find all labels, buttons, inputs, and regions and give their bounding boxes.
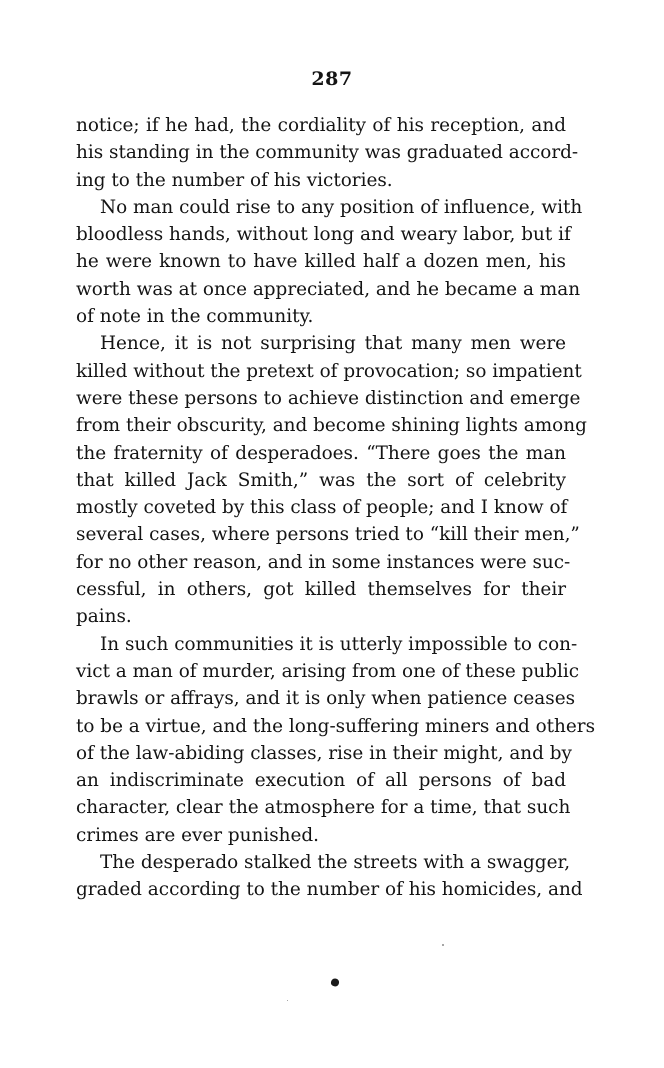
text-line: bloodless hands, without long and weary labor, but if: [76, 224, 571, 246]
text-line: character, clear the atmosphere for a time, that such: [76, 797, 571, 819]
ink-blot-icon: [330, 978, 340, 987]
text-line: notice; if he had, the cordiality of his reception, and: [76, 115, 566, 136]
body-text: [76, 112, 596, 904]
text-line: pains.: [76, 606, 132, 628]
text-line: mostly coveted by this class of people; and I know of: [76, 497, 568, 519]
text-line: cessful, in others, got killed themselves for their: [76, 579, 566, 601]
text-line: for no other reason, and in some instances were suc-: [76, 551, 571, 573]
text-line: killed without the pretext of provocation; so impatient: [76, 360, 582, 382]
ink-speck: [442, 944, 444, 946]
text-line: were these persons to achieve distinction and emerge: [76, 387, 581, 409]
text-line: vict a man of murder, arising from one of these public: [76, 660, 580, 682]
page-number: 287: [311, 68, 353, 90]
text-line: In such communities it is utterly impossible to con-: [100, 633, 578, 655]
ink-speck: [287, 1000, 288, 1001]
text-line: from their obscurity, and become shining lights among: [76, 415, 587, 437]
text-line: his standing in the community was graduated accord-: [76, 142, 579, 164]
paragraph: [76, 330, 587, 630]
text-line: of note in the community.: [76, 306, 314, 328]
text-line: of the law-abiding classes, rise in their might, and by: [76, 742, 572, 764]
text-line: The desperado stalked the streets with a swagger,: [100, 852, 571, 874]
paragraph: [76, 194, 583, 330]
text-line: graded according to the number of his homicides, and: [76, 879, 583, 901]
text-line: No man could rise to any position of influence, with: [100, 196, 583, 218]
paragraph: [76, 849, 583, 904]
text-line: he were known to have killed half a dozen men, his: [76, 251, 566, 273]
text-line: worth was at once appreciated, and he became a man: [76, 278, 581, 300]
text-line: ing to the number of his victories.: [76, 169, 393, 191]
paragraph: [76, 631, 596, 849]
paragraph: [76, 112, 579, 194]
text-line: crimes are ever punished.: [76, 824, 319, 846]
text-line: to be a virtue, and the long-suffering miners and others: [76, 715, 596, 737]
text-line: several cases, where persons tried to “kill their men,”: [76, 524, 580, 546]
text-line: an indiscriminate execution of all persons of bad: [76, 770, 566, 792]
text-line: that killed Jack Smith,” was the sort of celebrity: [76, 469, 566, 491]
text-line: Hence, it is not surprising that many men were: [100, 333, 566, 355]
text-line: brawls or affrays, and it is only when patience ceases: [76, 688, 576, 710]
text-line: the fraternity of desperadoes. “There goes the man: [76, 442, 566, 464]
